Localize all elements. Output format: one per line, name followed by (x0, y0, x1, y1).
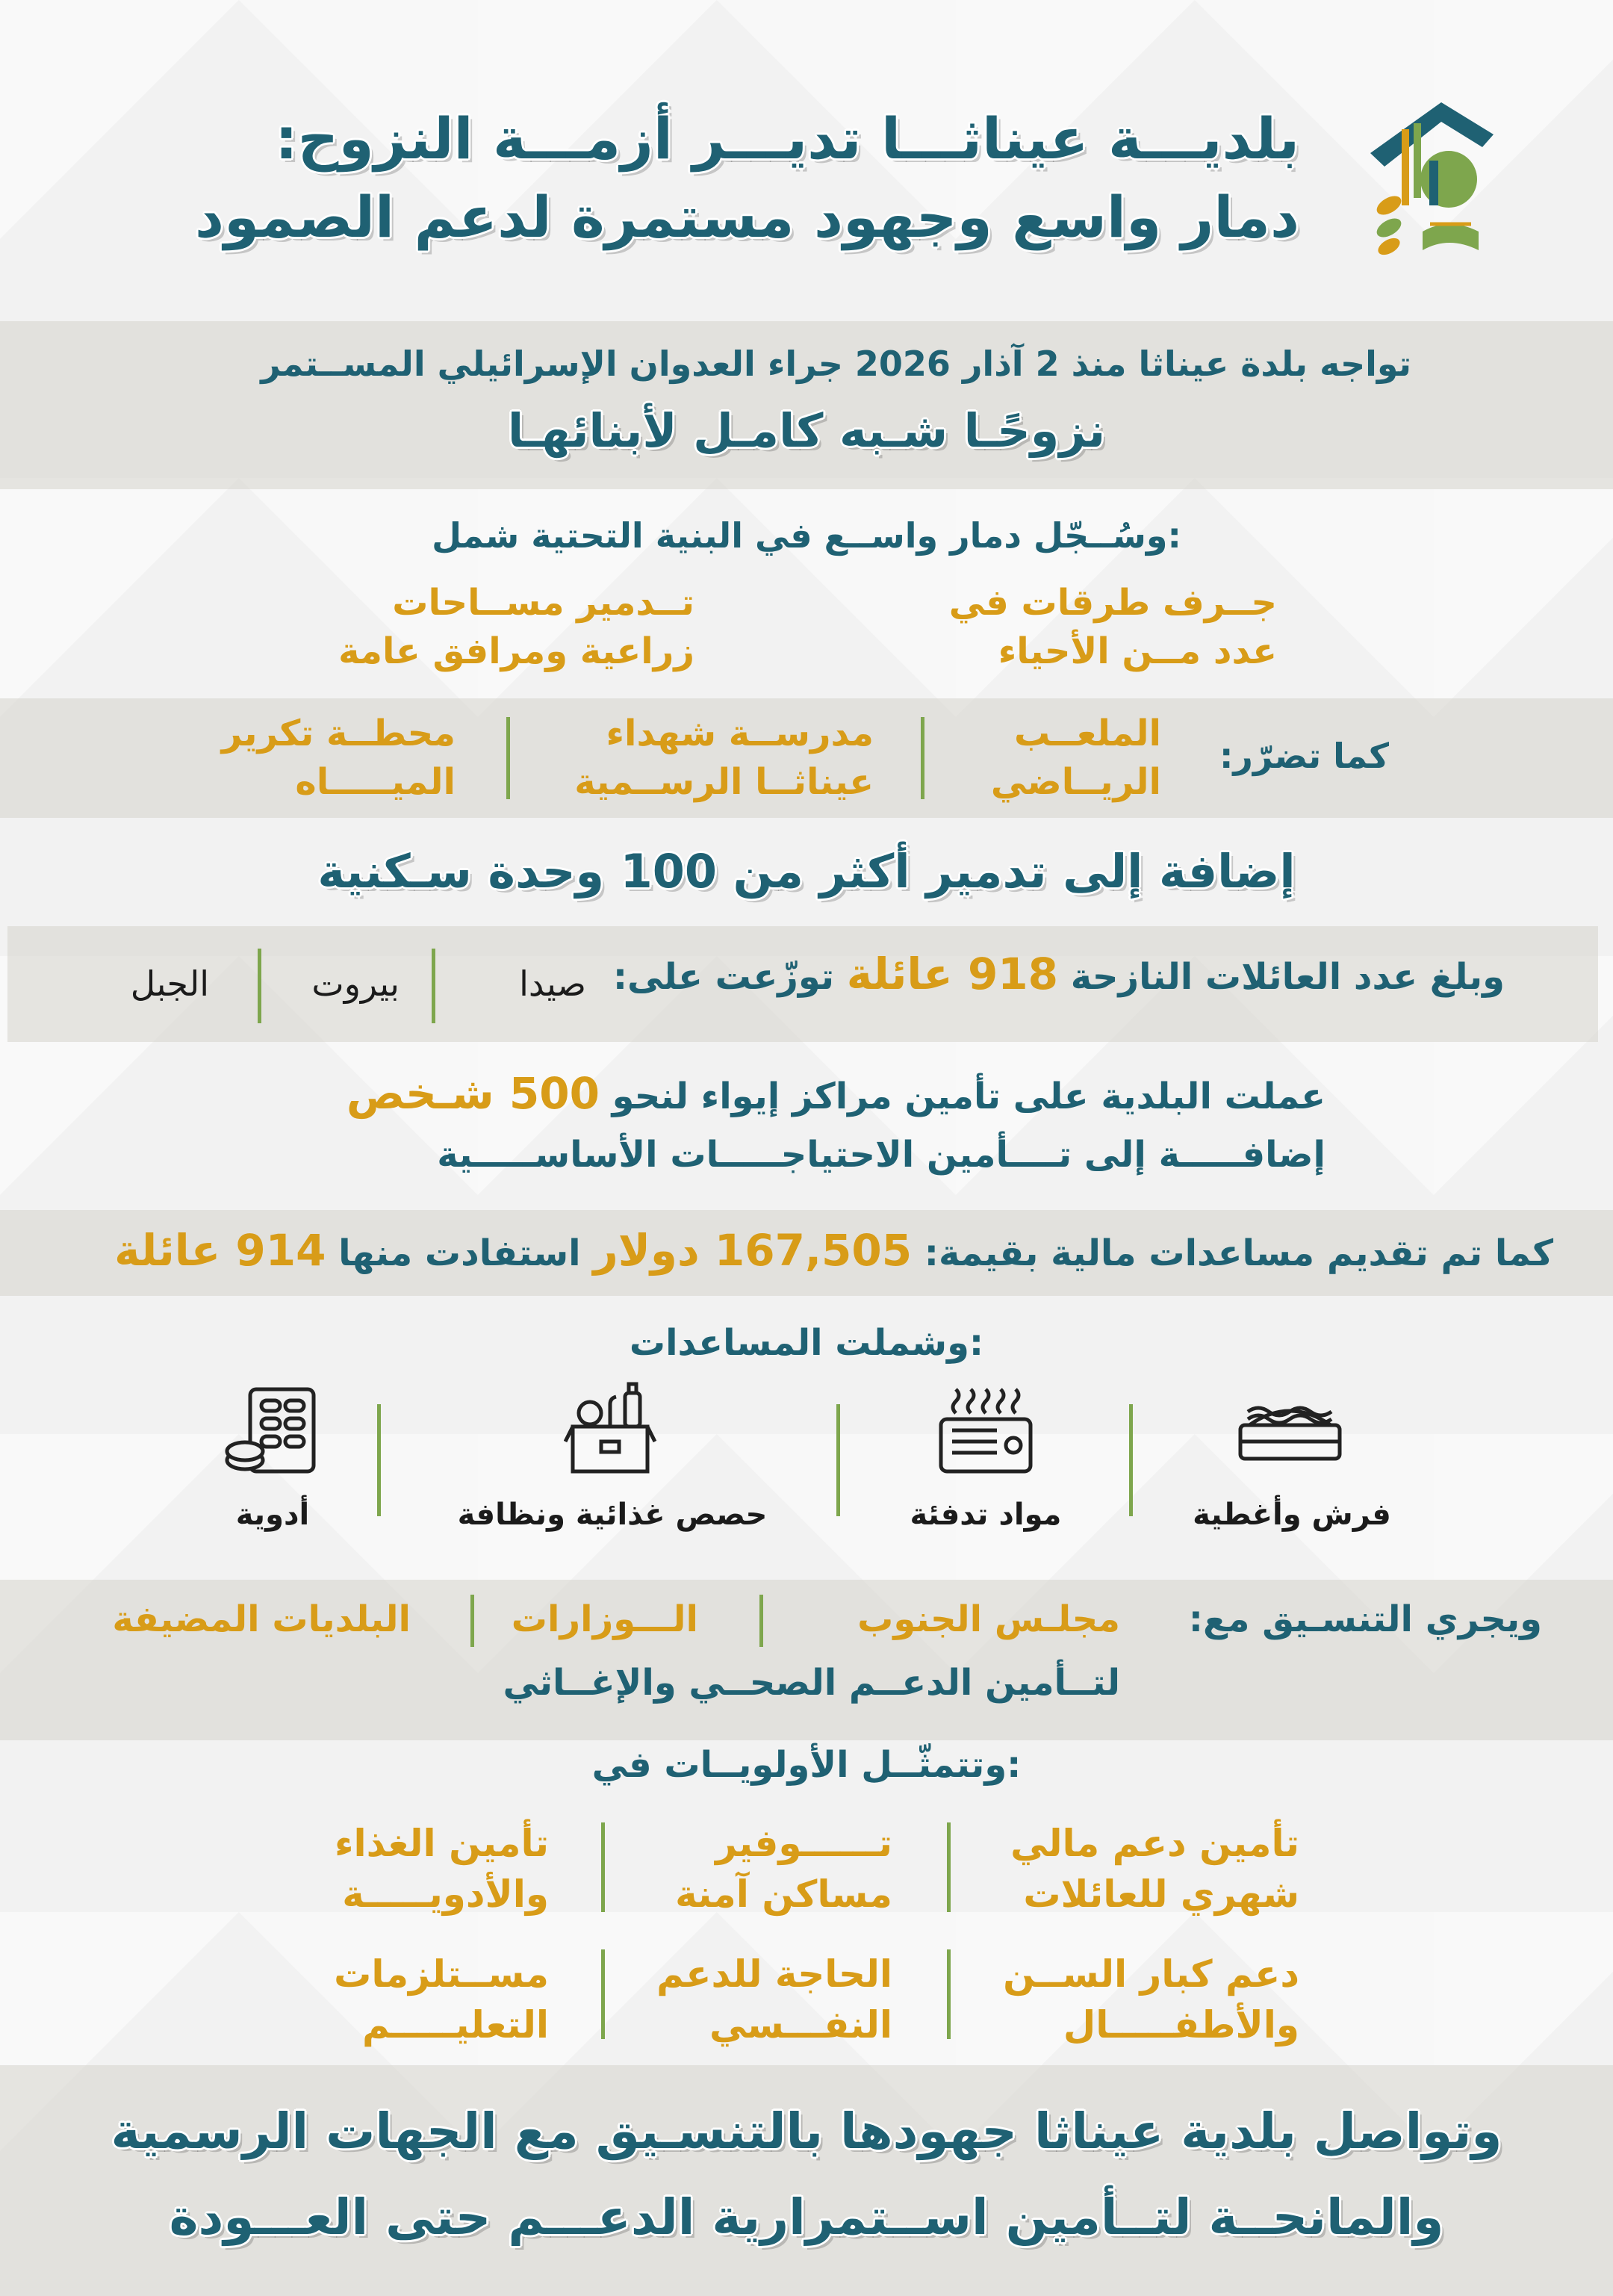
priority-separator (947, 1949, 951, 2039)
aid-heading: وشملت المساعدات: (629, 1322, 984, 1364)
aid-separator (377, 1404, 381, 1516)
financial-prefix: كما تم تقديم مساعدات مالية بقيمة: (924, 1232, 1553, 1274)
families-count: 918 عائلة (846, 949, 1059, 999)
location-saida: صيدا (519, 964, 586, 1004)
priority-psychological-support (638, 1949, 892, 2050)
families-sentence (609, 949, 1505, 999)
priorities-heading: وتتمثّــل الأولويــات في: (591, 1744, 1022, 1786)
financial-amount: 167,505 دولار (593, 1225, 913, 1276)
priority-safe-housing (638, 1819, 892, 1920)
infrastructure-item-line1: تــدمير مســاحات (392, 582, 694, 624)
damaged-item-stadium (915, 710, 1161, 807)
mattress-icon (1236, 1397, 1344, 1464)
priority-elderly-children (986, 1949, 1299, 2050)
priority-line1: تأمين دعم مالي (1010, 1822, 1299, 1865)
closing-line1: وتواصل بلدية عيناثا جهودها بالتنسـيق مع الجهات الرسمية (111, 2103, 1502, 2160)
priority-line1: الحاجة للدعم (656, 1952, 892, 1996)
damaged-item-line1: مدرســة شهداء (606, 713, 874, 754)
priority-line1: دعم كبار الســن (1003, 1952, 1299, 1996)
logo (1359, 93, 1497, 258)
infrastructure-heading: وسُــجّل دمار واســع في البنية التحتية شمل: (432, 515, 1181, 556)
shelter-line2: إضافـــــة إلى تــــأمين الاحتياجـــــات الأساســـــية (437, 1134, 1325, 1176)
priority-line2: شهري للعائلات (1023, 1872, 1299, 1916)
coordination-purpose: لتــأمين الدعــم الصحــي والإغــاثي (503, 1662, 1120, 1704)
medicine-icon (224, 1386, 317, 1475)
financial-sentence (45, 1225, 1553, 1276)
partner-host-municipalities: البلديات المضيفة (112, 1598, 411, 1640)
damaged-item-line2: الريــاضي (990, 760, 1161, 803)
aid-item-label: حصص غذائية ونظافة (457, 1498, 768, 1532)
priority-line1: تــــــوفير (715, 1822, 892, 1865)
intro-line2: نزوحًـا شـبه كامـل لأبنائهـا (507, 403, 1106, 458)
heater-icon (937, 1386, 1034, 1475)
priority-line2: النفـــسي (709, 2002, 892, 2047)
location-mountain: الجبل (130, 964, 209, 1004)
priority-separator (947, 1822, 951, 1912)
financial-families: 914 عائلة (114, 1225, 326, 1276)
partner-south-council: مجلـس الجنوب (857, 1598, 1120, 1640)
priority-line2: مساكن آمنة (675, 1872, 892, 1916)
shelter-highlight: 500 شـخص (346, 1068, 600, 1119)
aid-separator (1129, 1404, 1133, 1516)
partner-separator (470, 1595, 474, 1647)
damaged-separator (921, 717, 924, 799)
housing-destruction: إضافة إلى تدمير أكثر من 100 وحدة سـكنية (317, 844, 1296, 899)
priority-line2: والأطفـــــال (1063, 2002, 1299, 2047)
shelter-prefix: عملت البلدية على تأمين مراكز إيواء لنحو (612, 1076, 1325, 1117)
aid-item-label: أدوية (235, 1498, 310, 1532)
partner-ministries: الـــوزارات (511, 1598, 698, 1640)
families-prefix: وبلغ عدد العائلات النازحة (1070, 956, 1505, 998)
priority-line2: والأدويـــــة (342, 1872, 549, 1916)
aid-item-label: فرش وأغطية (1193, 1498, 1391, 1532)
priority-line2: التعليـــــم (361, 2002, 549, 2047)
infrastructure-item-line2: عدد مــن الأحياء (998, 630, 1277, 672)
partner-separator (759, 1595, 763, 1647)
aid-item-label: مواد تدفئة (910, 1498, 1062, 1532)
intro-line1: تواجه بلدة عيناثا منذ 2 آذار 2026 جراء العدوان الإسرائيلي المســتمر (261, 344, 1411, 384)
location-beirut: بيروت (311, 964, 400, 1004)
priority-line1: مســتلزمات (334, 1952, 549, 1996)
priority-education-supplies (295, 1949, 549, 2050)
infrastructure-item-roads (889, 579, 1277, 676)
location-separator (258, 949, 261, 1023)
damaged-item-line2: الميـــــاه (295, 760, 456, 803)
municipality-logo-icon (1359, 93, 1497, 258)
location-separator (432, 949, 435, 1023)
closing-band (0, 2065, 1613, 2296)
priority-line1: تأمين الغذاء (334, 1822, 549, 1865)
coordination-label: ويجري التنسـيق مع: (1188, 1598, 1542, 1640)
families-suffix: توزّعت على: (612, 956, 835, 998)
page-title-line2: دمار واسع وجهود مستمرة لدعم الصمود (195, 184, 1299, 250)
damaged-item-water-station (157, 710, 456, 807)
shelter-line1 (205, 1068, 1325, 1119)
page-title-line1: بلديـــة عيناثـــا تديـــر أزمـــة النزوح: (275, 105, 1299, 172)
damaged-item-school (538, 710, 874, 807)
priority-monthly-support (986, 1819, 1299, 1920)
infrastructure-item-agriculture (306, 579, 694, 676)
damaged-separator (506, 717, 510, 799)
damaged-item-line1: الملعــب (1014, 713, 1161, 754)
infrastructure-item-line1: جــرف طرقات في (948, 582, 1277, 624)
priority-separator (601, 1949, 605, 2039)
damaged-item-line1: محطــة تكرير (221, 713, 456, 754)
damaged-label: كما تضرّر: (1219, 736, 1389, 776)
infrastructure-item-line2: زراعية ومرافق عامة (338, 630, 694, 672)
financial-middle: استفادت منها (338, 1232, 581, 1274)
food-box-icon (564, 1382, 657, 1475)
damaged-item-line2: عيناثــا الرســمية (574, 760, 874, 803)
closing-line2: والمانحــة لتــأمين اســتمرارية الدعـــم حتى العـــودة (169, 2188, 1444, 2246)
aid-separator (836, 1404, 840, 1516)
priority-food-medicine (295, 1819, 549, 1920)
priority-separator (601, 1822, 605, 1912)
